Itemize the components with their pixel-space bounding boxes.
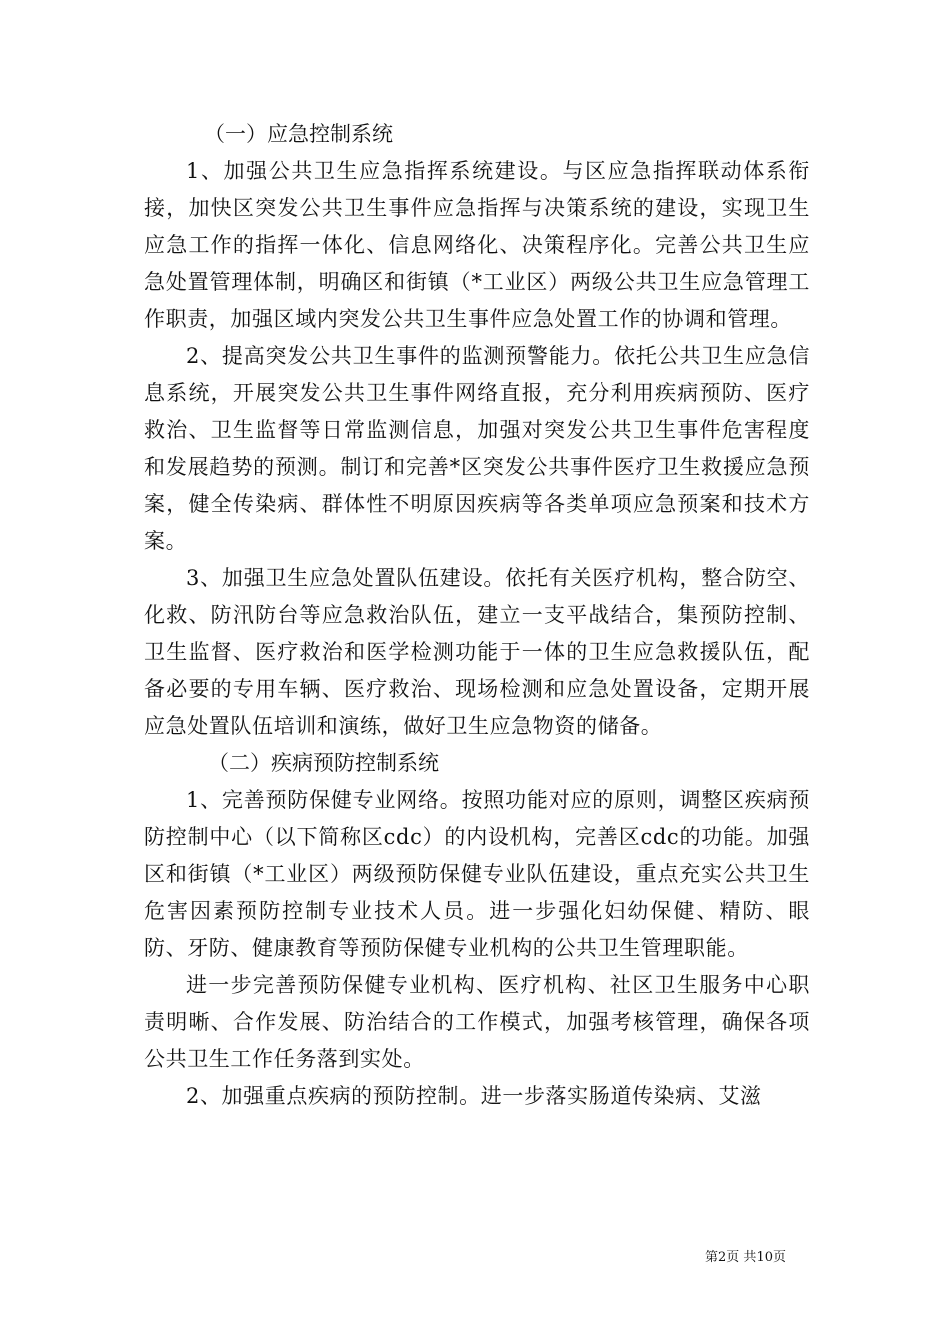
paragraph: 1、加强公共卫生应急指挥系统建设。与区应急指挥联动体系衔接，加快区突发公共卫生事件应急指挥与决策系统的建设，实现卫生应急工作的指挥一体化、信息网络化、决策程序化。完善公共卫生应急处置管理体制，明确区和街镇（*工业区）两级公共卫生应急管理工作职责，加强区域内突发公共卫生事件应急处置工作的协调和管理。 [144, 159, 810, 331]
footer-suffix: 页 [772, 1250, 786, 1265]
paragraph: 进一步完善预防保健专业机构、医疗机构、社区卫生服务中心职责明晰、合作发展、防治结合的工作模式，加强考核管理，确保各项公共卫生工作任务落到实处。 [144, 973, 810, 1071]
footer-page-number: 2 [718, 1250, 727, 1265]
document-body [144, 116, 810, 1115]
section-heading-disease-prevention: （二）疾病预防控制系统 [208, 751, 439, 775]
page-number-footer [705, 1246, 786, 1265]
section-heading-emergency-control: （一）应急控制系统 [204, 122, 393, 146]
paragraph: 3、加强卫生应急处置队伍建设。依托有关医疗机构，整合防空、化救、防汛防台等应急救治队伍，建立一支平战结合，集预防控制、卫生监督、医疗救治和医学检测功能于一体的卫生应急救援队伍，配备必要的专用车辆、医疗救治、现场检测和应急处置设备，定期开展应急处置队伍培训和演练，做好卫生应急物资的储备。 [144, 566, 810, 738]
paragraph: 1、完善预防保健专业网络。按照功能对应的原则，调整区疾病预防控制中心（以下简称区cdc）的内设机构，完善区cdc的功能。加强区和街镇（*工业区）两级预防保健专业队伍建设，重点充实公共卫生危害因素预防控制专业技术人员。进一步强化妇幼保健、精防、眼防、牙防、健康教育等预防保健专业机构的公共卫生管理职能。 [144, 788, 810, 960]
paragraph: 2、提高突发公共卫生事件的监测预警能力。依托公共卫生应急信息系统，开展突发公共卫生事件网络直报，充分利用疾病预防、医疗救治、卫生监督等日常监测信息，加强对突发公共卫生事件危害程度和发展趋势的预测。制订和完善*区突发公共事件医疗卫生救援应急预案，健全传染病、群体性不明原因疾病等各类单项应急预案和技术方案。 [144, 344, 810, 553]
paragraph: 2、加强重点疾病的预防控制。进一步落实肠道传染病、艾滋 [186, 1084, 762, 1108]
footer-total-pages: 10 [756, 1250, 773, 1265]
footer-prefix: 第 [705, 1250, 719, 1265]
footer-middle: 页 共 [726, 1250, 757, 1265]
